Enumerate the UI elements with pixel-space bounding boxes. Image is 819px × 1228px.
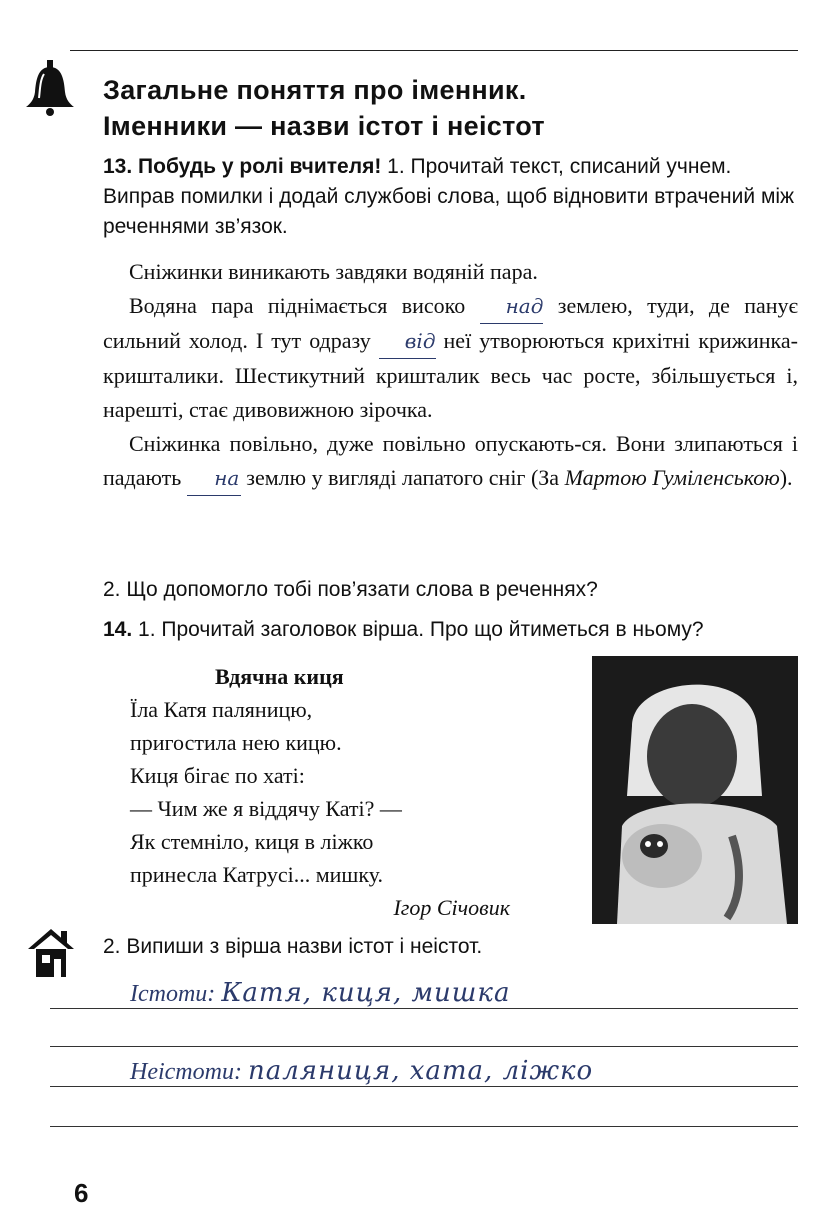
- poem-line: Їла Катя паляницю,: [130, 697, 313, 722]
- p2-part-a: Водяна пара піднімається високо: [129, 293, 480, 318]
- p2-part-c: неї утворюються крихітні крижинка-кришталики. Шестикутний кришталик весь час росте, збільшується і, нарешті, стає дивовижною зірочка.: [103, 328, 798, 422]
- answer-line: [50, 1086, 798, 1087]
- bell-icon: [22, 58, 78, 118]
- poem-line: Киця бігає по хаті:: [130, 763, 305, 788]
- page-number: 6: [74, 1178, 89, 1208]
- answer-animate: [130, 978, 510, 1008]
- inanimate-value: паляниця, хата, ліжко: [247, 1056, 594, 1086]
- text-paragraph-3: [103, 427, 798, 496]
- exercise13-text: [103, 255, 798, 496]
- inserted-word-vid: від: [379, 324, 436, 359]
- text-paragraph-2: [103, 289, 798, 427]
- answer-line: [50, 1008, 798, 1009]
- exercise13-lead: Побудь у ролі вчителя!: [138, 155, 382, 178]
- poem-author: Ігор Січовик: [393, 895, 510, 920]
- answer-inanimate: [130, 1056, 593, 1086]
- top-rule: [70, 50, 798, 51]
- poem-line: — Чим же я віддячу Каті? —: [130, 796, 402, 821]
- inserted-word-nad: над: [480, 289, 544, 324]
- poem-line: Як стемніло, киця в ліжко: [130, 829, 374, 854]
- inanimate-label: Неістоти:: [130, 1059, 242, 1085]
- poem: [130, 660, 550, 924]
- lesson-title-line1: Загальне поняття про іменник.: [103, 75, 527, 105]
- exercise13-number: 13.: [103, 155, 133, 178]
- text-source: Мартою Гуміленською: [564, 465, 780, 490]
- exercise14-number: 14.: [103, 618, 133, 641]
- exercise14-task2: 2. Випиши з вірша назви істот і неістот.: [103, 935, 483, 958]
- animate-label: Істоти:: [130, 981, 216, 1007]
- exercise14-instruction: [103, 616, 704, 644]
- text-paragraph-1: Сніжинки виникають завдяки водяній пара.: [129, 259, 538, 284]
- poem-title: Вдячна киця: [215, 664, 344, 689]
- answer-line: [50, 1126, 798, 1127]
- exercise13-question2: 2. Що допомогло тобі пов’язати слова в реченнях?: [103, 578, 598, 601]
- answer-line: [50, 1046, 798, 1047]
- home-icon: [26, 925, 76, 979]
- girl-with-cat-photo: [592, 656, 798, 924]
- p3-part-c: ).: [779, 465, 793, 490]
- p3-part-b: землю у вигляді лапатого сніг (За: [240, 465, 565, 490]
- lesson-title-line2: Іменники — назви істот і неістот: [103, 111, 545, 141]
- exercise13-instruction: [103, 152, 803, 242]
- lesson-title: [103, 72, 545, 144]
- p2-part-b: землею, туди, де панує сильний холод. І тут одразу: [103, 293, 798, 353]
- exercise14-instruction-text: 1. Прочитай заголовок вірша. Про що йтиметься в ньому?: [132, 618, 704, 641]
- exercise13-instruction-text: 1. Прочитай текст, списаний учнем. Виправ помилки і додай службові слова, щоб відновити втрачений між реченнями зв’язок.: [103, 155, 795, 238]
- animate-value: Катя, киця, мишка: [221, 978, 511, 1008]
- poem-line: принесла Катрусі... мишку.: [130, 862, 383, 887]
- inserted-word-na: на: [187, 461, 241, 496]
- poem-line: пригостила нею кицю.: [130, 730, 342, 755]
- p3-part-a: Сніжинка повільно, дуже повільно опускають-ся. Вони злипаються і падають: [103, 431, 798, 490]
